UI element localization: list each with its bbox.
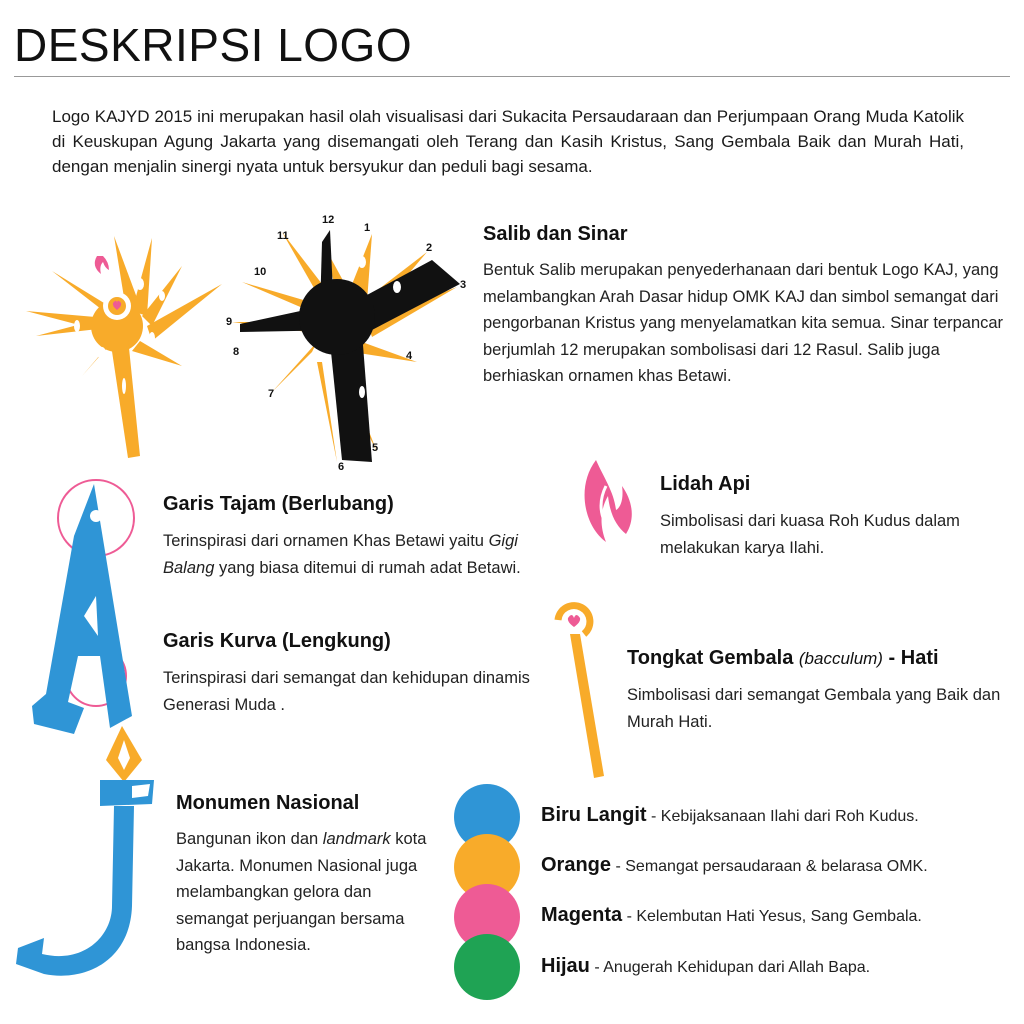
letter-a-illustration (28, 476, 158, 738)
tongkat-heading-italic: (bacculum) (798, 649, 883, 668)
garis-kurva-heading: Garis Kurva (Lengkung) (163, 630, 391, 652)
garis-tajam-body-italic: Gigi Balang (163, 532, 518, 577)
letter-j-monas-illustration (14, 726, 160, 982)
cross-rays-logo-illustration (22, 226, 232, 466)
salib-heading: Salib dan Sinar (483, 223, 628, 245)
ray-number-5: 5 (372, 442, 379, 454)
color-description: - Kebijaksanaan Ilahi dari Roh Kudus. (646, 808, 919, 825)
monumen-body-text: Bangunan ikon dan (176, 830, 323, 848)
tongkat-heading-text: Tongkat Gembala (627, 647, 799, 669)
ray-number-10: 10 (254, 266, 267, 278)
flame-icon (582, 456, 642, 546)
ray-number-6: 6 (338, 461, 345, 473)
tongkat-body: Simbolisasi dari semangat Gembala yang Baik dan Murah Hati. (627, 686, 1001, 731)
ray-number-2: 2 (426, 242, 433, 254)
monumen-body (176, 826, 446, 959)
color-row-magenta (541, 904, 922, 927)
color-row-orange (541, 854, 928, 877)
color-swatch-hijau (454, 934, 520, 1000)
garis-tajam-body-text: Terinspirasi dari ornamen Khas Betawi yaitu (163, 532, 489, 550)
salib-body: Bentuk Salib merupakan penyederhanaan dari bentuk Logo KAJ, yang melambangkan Arah Dasar hidup OMK KAJ dan simbol semangat dari pengorbanan Kristus yang menyelamatkan kita semua. Sinar terpancar berjumlah 12 merupakan sombolisasi dari 12 Rasul. Salib juga berhiaskan ornamen khas Betawi. (483, 261, 1004, 385)
color-row-biru-langit (541, 804, 919, 827)
lidah-heading: Lidah Api (660, 473, 751, 495)
color-description: - Kelembutan Hati Yesus, Sang Gembala. (622, 908, 922, 925)
monumen-heading: Monumen Nasional (176, 792, 360, 814)
ray-number-12: 12 (322, 214, 335, 226)
color-description: - Anugerah Kehidupan dari Allah Bapa. (589, 959, 871, 976)
page-title: DESKRIPSI LOGO (14, 19, 413, 71)
monumen-body-italic: landmark (322, 830, 391, 848)
ray-number-3: 3 (460, 279, 467, 291)
color-row-hijau (541, 955, 870, 978)
intro-paragraph: Logo KAJYD 2015 ini merupakan hasil olah visualisasi dari Sukacita Persaudaraan dan Perjumpaan Orang Muda Katolik di Keuskupan Agung Jakarta yang disemangati oleh Terang dan Kasih Kristus, Sang Gembala Baik dan Murah Hati, dengan menjalin sinergi nyata untuk bersyukur dan peduli bagi sesama. (52, 107, 964, 176)
title-divider (14, 76, 1010, 77)
tongkat-heading (627, 646, 939, 670)
color-name: Orange (541, 854, 612, 876)
ray-number-8: 8 (233, 346, 240, 358)
garis-kurva-body: Terinspirasi dari semangat dan kehidupan dinamis Generasi Muda . (163, 669, 530, 714)
color-description: - Semangat persaudaraan & belarasa OMK. (611, 858, 928, 875)
ray-number-4: 4 (406, 350, 413, 362)
monumen-body-text-end: kota Jakarta. Monumen Nasional juga melambangkan gelora dan semangat perjuangan bersama bangsa Indonesia. (176, 830, 427, 954)
garis-tajam-body (163, 528, 563, 581)
lidah-body: Simbolisasi dari kuasa Roh Kudus dalam melakukan karya Ilahi. (660, 512, 960, 557)
ray-number-9: 9 (226, 316, 233, 328)
garis-tajam-body-text-end: yang biasa ditemui di rumah adat Betawi. (214, 558, 521, 577)
ray-number-7: 7 (268, 388, 275, 400)
tongkat-heading-suffix: - Hati (882, 647, 939, 669)
ray-number-1: 1 (364, 222, 371, 234)
shepherd-staff-icon (548, 598, 608, 780)
color-name: Magenta (541, 904, 623, 926)
ray-number-11: 11 (277, 230, 289, 242)
numbered-cross-diagram (222, 212, 472, 474)
color-name: Biru Langit (541, 804, 647, 826)
garis-tajam-heading: Garis Tajam (Berlubang) (163, 493, 394, 515)
color-name: Hijau (541, 955, 590, 977)
